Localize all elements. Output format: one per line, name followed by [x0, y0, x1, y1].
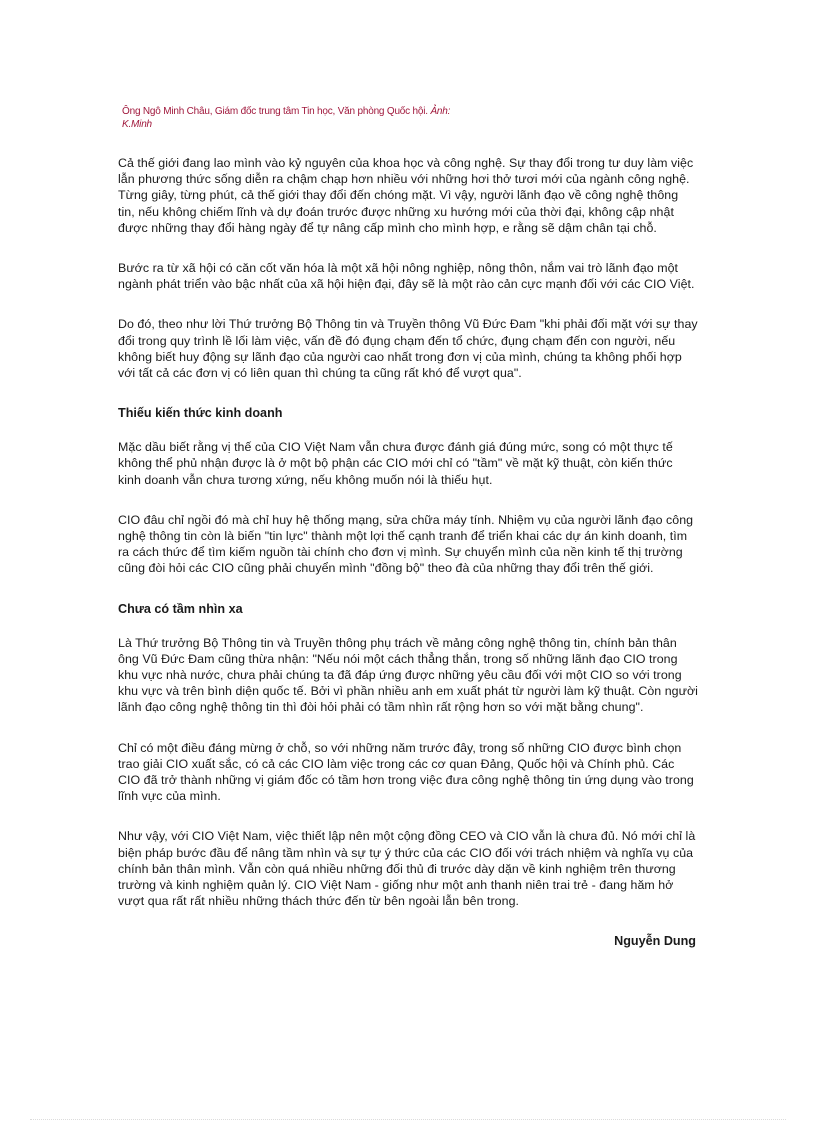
caption-credit-label: Ảnh:: [430, 106, 451, 117]
paragraph: Mặc dầu biết rằng vị thế của CIO Việt Nam vẫn chưa được đánh giá đúng mức, song có một thực tế không thể phủ nhận được là ở một bộ phận các CIO mới chỉ có "tầm" về mặt kỹ thuật, còn kiến thức kinh doanh vẫn chưa tương xứng, nếu không muốn nói là thiếu hụt.: [118, 440, 673, 487]
section-heading: Chưa có tầm nhìn xa: [118, 601, 243, 616]
section-heading: Thiếu kiến thức kinh doanh: [118, 406, 283, 421]
article-body: [118, 155, 698, 948]
footer-divider: [30, 1119, 786, 1120]
paragraph: Như vậy, với CIO Việt Nam, việc thiết lập nên một cộng đồng CEO và CIO vẫn là chưa đủ. Nó mới chỉ là biện pháp bước đầu để nâng tầm nhìn và sự tự ý thức của các CIO đối với trách nhiệm và nghĩa vụ của chính bản thân mình. Vẫn còn quá nhiều những đối thủ đi trước dày dặn về kinh nghiệm trên thương trường và kinh nghiệm quản lý. CIO Việt Nam - giống như một anh thanh niên trai trẻ - đang hăm hở vượt qua rất rất nhiều những thách thức đến từ bên ngoài lẫn bên trong.: [118, 829, 696, 909]
paragraph: Cả thế giới đang lao mình vào kỷ nguyên của khoa học và công nghệ. Sự thay đổi trong tư duy làm việc lẫn phương thức sống diễn ra chậm chạp hơn nhiều với những hơi thở tươi mới của ngành công nghệ. Từng giây, từng phút, cả thế giới thay đổi đến chóng mặt. Vì vậy, người lãnh đạo về công nghệ thông tin, nếu không chiếm lĩnh và dự đoán trước được những xu hướng mới của thời đại, không cập nhật được những thay đổi hàng ngày để tự nâng cấp mình cho mình hợp, e rằng sẽ dậm chân tại chỗ.: [118, 156, 694, 235]
photo-caption: [122, 105, 482, 131]
paragraph: Bước ra từ xã hội có căn cốt văn hóa là một xã hội nông nghiệp, nông thôn, nắm vai trò lãnh đạo một ngành phát triển vào bậc nhất của xã hội hiện đại, đây sẽ là một rào cản cực mạnh đối với các CIO Việt.: [118, 261, 695, 292]
caption-credit-name: K.Minh: [122, 119, 152, 130]
caption-text: Ông Ngô Minh Châu, Giám đốc trung tâm Tin học, Văn phòng Quốc hội.: [122, 106, 431, 117]
paragraph: Là Thứ trưởng Bộ Thông tin và Truyền thông phụ trách về mảng công nghệ thông tin, chính bản thân ông Vũ Đức Đam cũng thừa nhận: "Nếu nói một cách thẳng thắn, trong số những lãnh đạo CIO trong khu vực nhà nước, chưa phải chúng ta đã đáp ứng được những yêu cầu đối với một CIO so với trong khu vực và trên bình diện quốc tế. Bởi vì phần nhiều anh em xuất phát từ người làm kỹ thuật. Còn người lãnh đạo công nghệ thông tin thì đòi hỏi phải có tầm nhìn rất rộng hơn so với mặt bằng chung".: [118, 635, 698, 715]
author-byline: Nguyễn Dung: [614, 933, 696, 948]
paragraph: Do đó, theo như lời Thứ trưởng Bộ Thông tin và Truyền thông Vũ Đức Đam "khi phải đối mặt với sự thay đổi trong quy trình lề lối làm việc, vấn đề đó đụng chạm đến tổ chức, đụng chạm đến con người, nếu không biết huy động sự lãnh đạo của người cao nhất trong đơn vị của mình, chúng ta không phối hợp với tất cả các đơn vị có liên quan thì chúng ta cũng rất khó để vượt qua".: [118, 317, 698, 381]
paragraph: CIO đâu chỉ ngồi đó mà chỉ huy hệ thống mạng, sửa chữa máy tính. Nhiệm vụ của người lãnh đạo công nghệ thông tin còn là biến "tin lực" thành một lợi thế cạnh tranh để triển khai các dự án kinh doanh, tìm ra cách thức để tìm kiếm nguồn tài chính cho đơn vị mình. Sự chuyển mình của nền kinh tế thị trường cũng đòi hỏi các CIO cũng phải chuyển mình "đồng bộ" theo đà của những thay đổi trên thế giới.: [118, 512, 694, 576]
paragraph: Chỉ có một điều đáng mừng ở chỗ, so với những năm trước đây, trong số những CIO được bình chọn trao giải CIO xuất sắc, có cả các CIO làm việc trong các cơ quan Đảng, Quốc hội và Chính phủ. Các CIO đã trở thành những vị giám đốc có tầm hơn trong việc đưa công nghệ thông tin ứng dụng vào trong lĩnh vực của mình.: [118, 740, 694, 804]
